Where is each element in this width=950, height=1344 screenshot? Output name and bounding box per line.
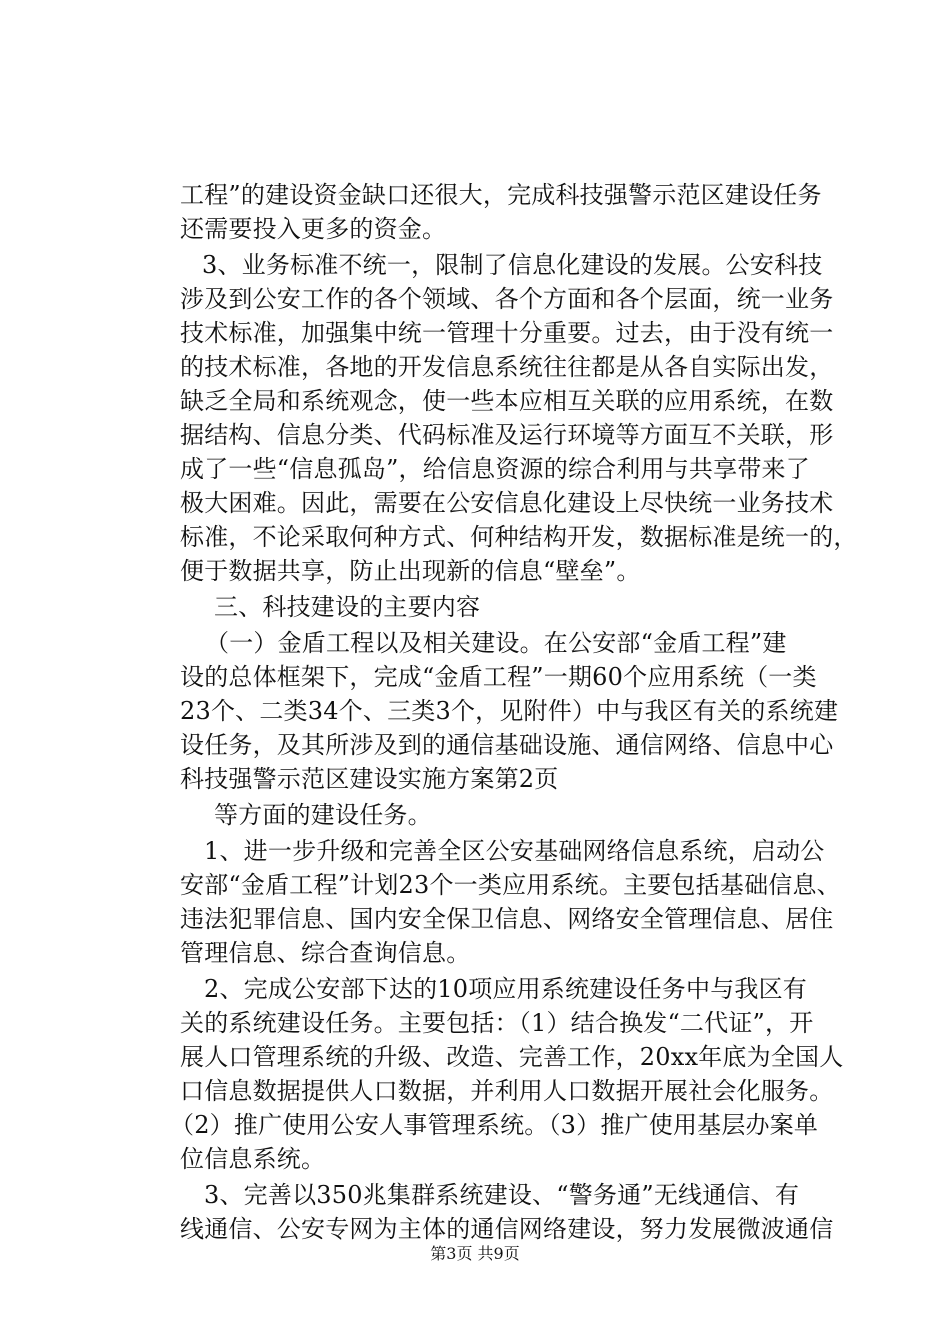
text-line: 缺乏全局和系统观念，使一些本应相互关联的应用系统，在数 <box>180 387 834 415</box>
text-line: 违法犯罪信息、国内安全保卫信息、网络安全管理信息、居住 <box>180 905 834 933</box>
text-line: 安部“金盾工程”计划23个一类应用系统。主要包括基础信息、 <box>180 871 841 899</box>
text-line: 据结构、信息分类、代码标准及运行环境等方面互不关联，形 <box>180 421 834 449</box>
text-line: 设的总体框架下，完成“金盾工程”一期60个应用系统（一类 <box>180 663 817 691</box>
text-line: 口信息数据提供人口数据，并利用人口数据开展社会化服务。 <box>180 1077 834 1105</box>
text-line: 3、完善以350兆集群系统建设、“警务通”无线通信、有 <box>204 1181 800 1209</box>
text-line: 便于数据共享，防止出现新的信息“壁垒”。 <box>180 557 641 585</box>
text-line: 的技术标准，各地的开发信息系统往往都是从各自实际出发， <box>180 353 834 381</box>
text-line: 极大困难。因此，需要在公安信息化建设上尽快统一业务技术 <box>180 489 834 517</box>
section-heading: 三、科技建设的主要内容 <box>214 593 481 621</box>
text-line: 管理信息、综合查询信息。 <box>180 939 471 967</box>
text-line: 展人口管理系统的升级、改造、完善工作，20xx年底为全国人 <box>180 1043 844 1071</box>
text-line: 等方面的建设任务。 <box>214 801 432 829</box>
text-line: 技术标准，加强集中统一管理十分重要。过去，由于没有统一 <box>180 319 834 347</box>
text-line: 2、完成公安部下达的10项应用系统建设任务中与我区有 <box>204 975 808 1003</box>
text-line: 线通信、公安专网为主体的通信网络建设，努力发展微波通信 <box>180 1215 834 1243</box>
text-line: （2）推广使用公安人事管理系统。（3）推广使用基层办案单 <box>170 1111 819 1139</box>
text-line: 标准，不论采取何种方式、何种结构开发，数据标准是统一的， <box>180 523 858 551</box>
text-line: 1、进一步升级和完善全区公安基础网络信息系统，启动公 <box>204 837 825 865</box>
subsection-heading: （一）金盾工程以及相关建设。在公安部“金盾工程”建 <box>205 629 787 657</box>
text-line: 关的系统建设任务。主要包括：（1）结合换发“二代证”，开 <box>180 1009 814 1037</box>
page-number: 第3页 共9页 <box>430 1244 520 1263</box>
text-line: 工程”的建设资金缺口还很大，完成科技强警示范区建设任务 <box>180 181 822 209</box>
text-line: 涉及到公安工作的各个领域、各个方面和各个层面，统一业务 <box>180 285 834 313</box>
text-line: 科技强警示范区建设实施方案第2页 <box>180 765 559 793</box>
text-line: 23个、二类34个、三类3个，见附件）中与我区有关的系统建 <box>180 697 839 725</box>
text-line: 位信息系统。 <box>180 1145 326 1173</box>
text-line: 设任务，及其所涉及到的通信基础设施、通信网络、信息中心 <box>180 731 834 759</box>
text-line: 3、业务标准不统一，限制了信息化建设的发展。公安科技 <box>202 251 823 279</box>
text-line: 成了一些“信息孤岛”，给信息资源的综合利用与共享带来了 <box>180 455 810 483</box>
text-line: 还需要投入更多的资金。 <box>180 215 447 243</box>
